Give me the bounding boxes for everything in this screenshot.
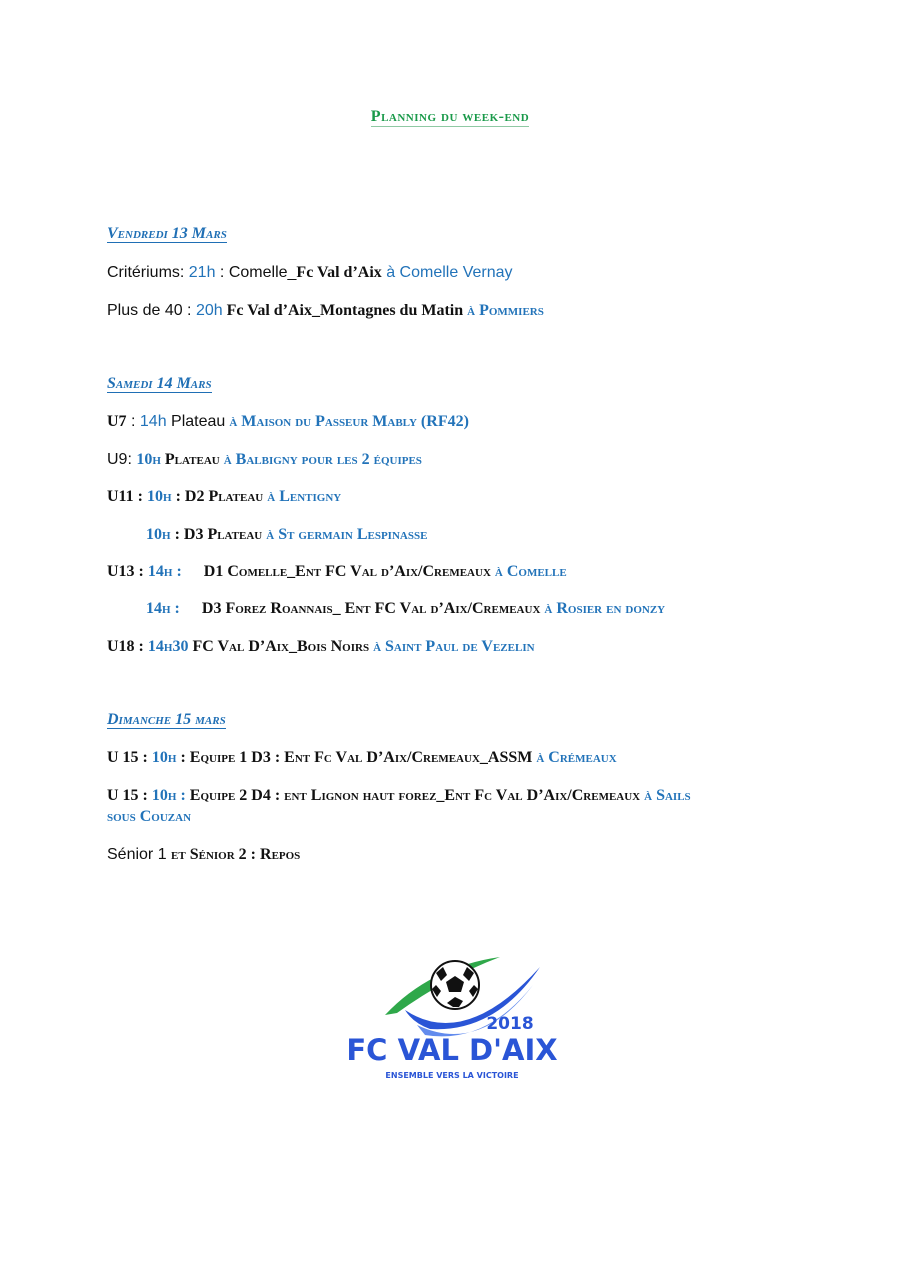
- schedule-line-u9: U9: 10h Plateau à Balbigny pour les 2 équipes: [107, 451, 422, 468]
- schedule-line-u18: U18 : 14h30 FC Val D’Aix_Bois Noirs à Saint Paul de Vezelin: [107, 638, 535, 655]
- schedule-line-plus40: Plus de 40 : 20h Fc Val d’Aix_Montagnes du Matin à Pommiers: [107, 302, 544, 319]
- logo-tagline: ENSEMBLE VERS LA VICTOIRE: [385, 1071, 519, 1080]
- day-heading-saturday: Samedi 14 Mars: [107, 375, 212, 392]
- day-heading-sunday: Dimanche 15 mars: [107, 711, 226, 728]
- schedule-line-u15-team2: U 15 : 10h : Equipe 2 D4 : ent Lignon haut forez_Ent Fc Val D’Aix/Cremeaux à Sails: [107, 787, 691, 804]
- club-logo: [335, 955, 570, 1085]
- schedule-line-u7: U7 : 14h Plateau à Maison du Passeur Mably (RF42): [107, 413, 469, 430]
- schedule-line-u13-d3: 14h : D3 Forez Roannais_ Ent FC Val d’Aix/Cremeaux à Rosier en donzy: [146, 600, 666, 617]
- day-heading-friday: Vendredi 13 Mars: [107, 225, 227, 242]
- logo-year: 2018: [486, 1014, 534, 1034]
- schedule-line-criteriums: Critériums: 21h : Comelle_Fc Val d’Aix à Comelle Vernay: [107, 264, 513, 281]
- club-logo-graphic: [335, 955, 570, 1085]
- soccer-ball-icon: [431, 961, 479, 1009]
- schedule-line-u11-d2: U11 : 10h : D2 Plateau à Lentigny: [107, 488, 342, 505]
- logo-club-name: FC VAL D'AIX: [346, 1033, 558, 1067]
- schedule-line-u15-team2-cont: sous Couzan: [107, 808, 192, 825]
- schedule-line-u15-team1: U 15 : 10h : Equipe 1 D3 : Ent Fc Val D’Aix/Cremeaux_ASSM à Crémeaux: [107, 749, 617, 766]
- schedule-line-u11-d3: 10h : D3 Plateau à St germain Lespinasse: [146, 526, 428, 543]
- page-title: Planning du week-end: [370, 108, 530, 125]
- schedule-line-senior: Sénior 1 et Sénior 2 : Repos: [107, 846, 301, 863]
- schedule-line-u13-d1: U13 : 14h : D1 Comelle_Ent FC Val d’Aix/Cremeaux à Comelle: [107, 563, 567, 580]
